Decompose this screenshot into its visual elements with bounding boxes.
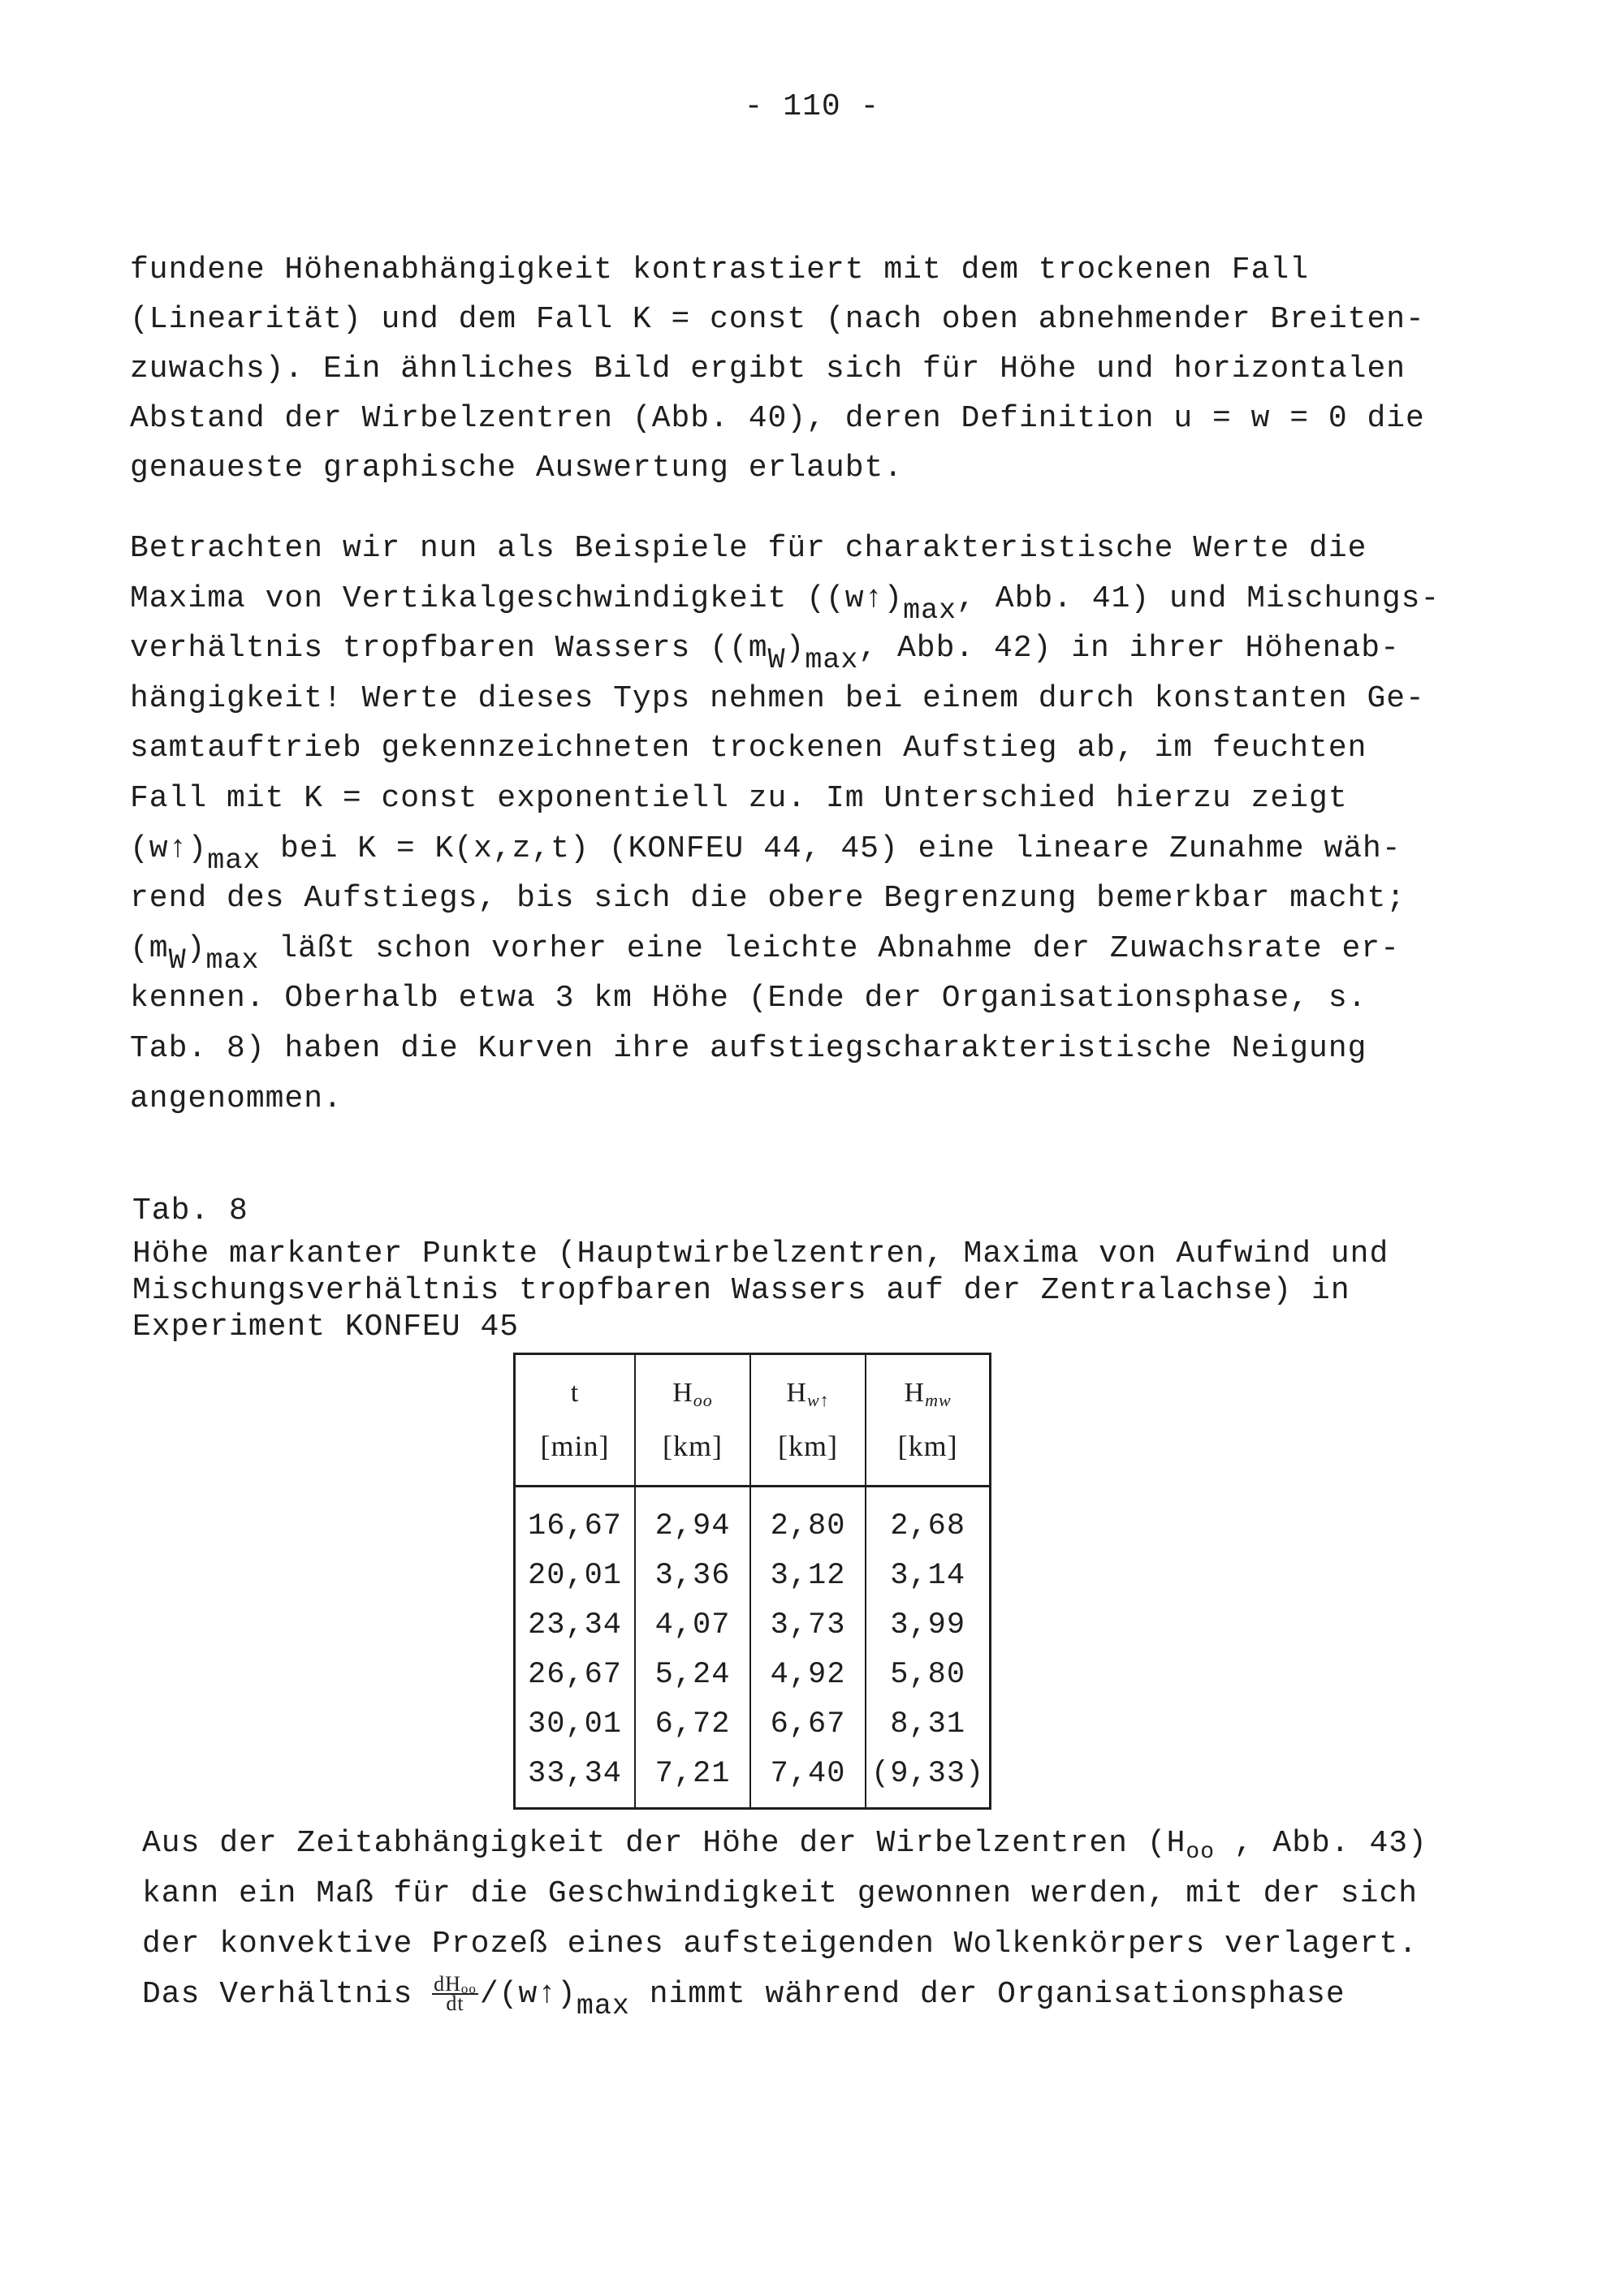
paragraph-3 bbox=[142, 1819, 1427, 2020]
text-run: verhältnis tropfbaren Wassers ((m bbox=[130, 631, 768, 667]
text-run: (w↑) bbox=[130, 831, 208, 866]
table-cell: 7,40 bbox=[750, 1750, 866, 1809]
paragraph-1-line-3: zuwachs). Ein ähnliches Bild ergibt sich für Höhe und horizontalen bbox=[130, 352, 1406, 386]
table-cell: 5,80 bbox=[866, 1651, 991, 1700]
numerator-text: dH bbox=[434, 1971, 461, 1996]
numerator-subscript: oo bbox=[460, 1980, 477, 1996]
paragraph-2-line-11: Tab. 8) haben die Kurven ihre aufstiegscharakteristische Neigung bbox=[130, 1030, 1367, 1066]
table-body bbox=[515, 1487, 991, 1809]
header-subscript: oo bbox=[693, 1390, 713, 1410]
text-run: bei K = K(x,z,t) (KONFEU 44, 45) eine lineare Zunahme wäh- bbox=[261, 831, 1402, 866]
table-cell: 3,14 bbox=[866, 1552, 991, 1601]
paragraph-1-line-4: Abstand der Wirbelzentren (Abb. 40), deren Definition u = w = 0 die bbox=[130, 401, 1425, 436]
paragraph-2 bbox=[130, 524, 1440, 1124]
fraction-dh-dt bbox=[432, 1971, 478, 2015]
text-run: , Abb. 41) und Mischungs- bbox=[957, 580, 1440, 616]
header-symbol: H bbox=[786, 1378, 807, 1408]
header-subscript: mw bbox=[925, 1390, 952, 1410]
header-unit-t: [min] bbox=[515, 1417, 636, 1487]
table-row bbox=[515, 1502, 991, 1552]
paragraph-2-line-10: kennen. Oberhalb etwa 3 km Höhe (Ende der Organisationsphase, s. bbox=[130, 981, 1367, 1016]
table-row bbox=[515, 1750, 991, 1809]
table-header bbox=[515, 1354, 991, 1487]
paragraph-2-line-8: rend des Aufstiegs, bis sich die obere Begrenzung bemerkbar macht; bbox=[130, 881, 1406, 917]
table-caption-line-2: Mischungsverhältnis tropfbaren Wassers auf der Zentralachse) in bbox=[132, 1273, 1350, 1308]
table-cell: 20,01 bbox=[515, 1552, 636, 1601]
table-row bbox=[515, 1601, 991, 1651]
table-row bbox=[515, 1651, 991, 1700]
paragraph-1-line-2: (Linearität) und dem Fall K = const (nach oben abnehmender Breiten- bbox=[130, 302, 1425, 337]
paragraph-3-line-1 bbox=[142, 1819, 1427, 1869]
header-h-mw bbox=[866, 1354, 991, 1418]
table-row bbox=[515, 1552, 991, 1601]
table-row bbox=[515, 1700, 991, 1750]
table-cell: 4,07 bbox=[635, 1601, 750, 1651]
page-number: - 110 - bbox=[744, 89, 880, 124]
table-cell: 6,72 bbox=[635, 1700, 750, 1750]
table-header-units bbox=[515, 1417, 991, 1487]
fraction-denominator: dt bbox=[446, 1991, 464, 2015]
header-unit-h-oo: [km] bbox=[635, 1417, 750, 1487]
header-symbol: H bbox=[672, 1378, 693, 1408]
subscript: oo bbox=[1186, 1840, 1216, 1865]
paragraph-2-line-9 bbox=[130, 924, 1440, 977]
table-cell: 26,67 bbox=[515, 1651, 636, 1700]
subscript: W bbox=[168, 943, 187, 977]
table-cell: 16,67 bbox=[515, 1502, 636, 1552]
paragraph-2-line-12: angenommen. bbox=[130, 1081, 343, 1116]
table-cell: 2,80 bbox=[750, 1502, 866, 1552]
table-caption-label: Tab. 8 bbox=[132, 1193, 248, 1228]
paragraph-3-line-2: kann ein Maß für die Geschwindigkeit gewonnen werden, mit der sich bbox=[142, 1876, 1419, 1911]
spacer-cell bbox=[515, 1487, 636, 1503]
text-run: Aus der Zeitabhängigkeit der Höhe der Wirbelzentren (H bbox=[142, 1826, 1186, 1861]
text-run: läßt schon vorher eine leichte Abnahme der Zuwachsrate er- bbox=[259, 930, 1400, 966]
table-cell: 3,36 bbox=[635, 1552, 750, 1601]
text-run: ) bbox=[186, 930, 206, 966]
height-table bbox=[513, 1353, 991, 1810]
table-cell: 2,94 bbox=[635, 1502, 750, 1552]
text-run: Das Verhältnis bbox=[142, 1977, 433, 2012]
subscript: max bbox=[805, 644, 859, 677]
table-cell: 3,99 bbox=[866, 1601, 991, 1651]
table-header-symbols bbox=[515, 1354, 991, 1418]
table-caption-line-3: Experiment KONFEU 45 bbox=[132, 1310, 520, 1344]
subscript: W bbox=[767, 644, 786, 677]
table-cell: 23,34 bbox=[515, 1601, 636, 1651]
subscript: max bbox=[903, 593, 957, 627]
paragraph-3-line-4 bbox=[142, 1970, 1427, 2020]
table-cell: 8,31 bbox=[866, 1700, 991, 1750]
header-symbol: t bbox=[570, 1378, 580, 1408]
paragraph-2-line-3 bbox=[130, 624, 1440, 677]
paragraph-2-line-7 bbox=[130, 824, 1440, 877]
text-run: /(w↑) bbox=[479, 1977, 577, 2012]
table-caption-line-1: Höhe markanter Punkte (Hauptwirbelzentren, Maxima von Aufwind und bbox=[132, 1236, 1389, 1271]
spacer-cell bbox=[635, 1487, 750, 1503]
table-cell: 5,24 bbox=[635, 1651, 750, 1700]
text-run: nimmt während der Organisationsphase bbox=[629, 1977, 1345, 2012]
table-caption bbox=[132, 1187, 1389, 1345]
table-cell: 3,12 bbox=[750, 1552, 866, 1601]
paragraph-2-line-4: hängigkeit! Werte dieses Typs nehmen bei einem durch konstanten Ge- bbox=[130, 680, 1425, 716]
header-unit-h-w: [km] bbox=[750, 1417, 866, 1487]
paragraph-2-line-2 bbox=[130, 574, 1440, 627]
header-unit-h-mw: [km] bbox=[866, 1417, 991, 1487]
table-cell: 4,92 bbox=[750, 1651, 866, 1700]
text-run: (m bbox=[130, 930, 169, 966]
subscript: max bbox=[207, 844, 261, 877]
table-cell: 7,21 bbox=[635, 1750, 750, 1809]
paragraph-3-line-3: der konvektive Prozeß eines aufsteigenden Wolkenkörpers verlagert. bbox=[142, 1927, 1419, 1962]
header-symbol: H bbox=[904, 1378, 926, 1408]
table-cell: 33,34 bbox=[515, 1750, 636, 1809]
table-cell: 2,68 bbox=[866, 1502, 991, 1552]
table-cell: 30,01 bbox=[515, 1700, 636, 1750]
text-run: , Abb. 43) bbox=[1215, 1826, 1427, 1861]
spacer-cell bbox=[866, 1487, 991, 1503]
table-cell: 6,67 bbox=[750, 1700, 866, 1750]
paragraph-1-line-1: fundene Höhenabhängigkeit kontrastiert mit dem trockenen Fall bbox=[130, 252, 1310, 287]
text-run: ) bbox=[785, 631, 806, 667]
subscript: max bbox=[205, 943, 260, 977]
spacer-cell bbox=[750, 1487, 866, 1503]
table-cell: 3,73 bbox=[750, 1601, 866, 1651]
table-cell: (9,33) bbox=[866, 1750, 991, 1809]
header-t bbox=[515, 1354, 636, 1418]
paragraph-1 bbox=[130, 245, 1425, 493]
text-run: Maxima von Vertikalgeschwindigkeit ((w↑) bbox=[130, 580, 904, 616]
paragraph-2-line-5: samtauftrieb gekennzeichneten trockenen Aufstieg ab, im feuchten bbox=[130, 731, 1367, 766]
header-h-w bbox=[750, 1354, 866, 1418]
table-spacer bbox=[515, 1487, 991, 1503]
text-run: , Abb. 42) in ihrer Höhenab- bbox=[858, 631, 1400, 667]
header-h-oo bbox=[635, 1354, 750, 1418]
paragraph-1-line-5: genaueste graphische Auswertung erlaubt. bbox=[130, 451, 904, 486]
paragraph-2-line-6: Fall mit K = const exponentiell zu. Im Unterschied hierzu zeigt bbox=[130, 780, 1348, 816]
header-subscript: w↑ bbox=[806, 1390, 830, 1410]
paragraph-2-line-1: Betrachten wir nun als Beispiele für charakteristische Werte die bbox=[130, 531, 1367, 566]
subscript: max bbox=[576, 1990, 630, 2022]
